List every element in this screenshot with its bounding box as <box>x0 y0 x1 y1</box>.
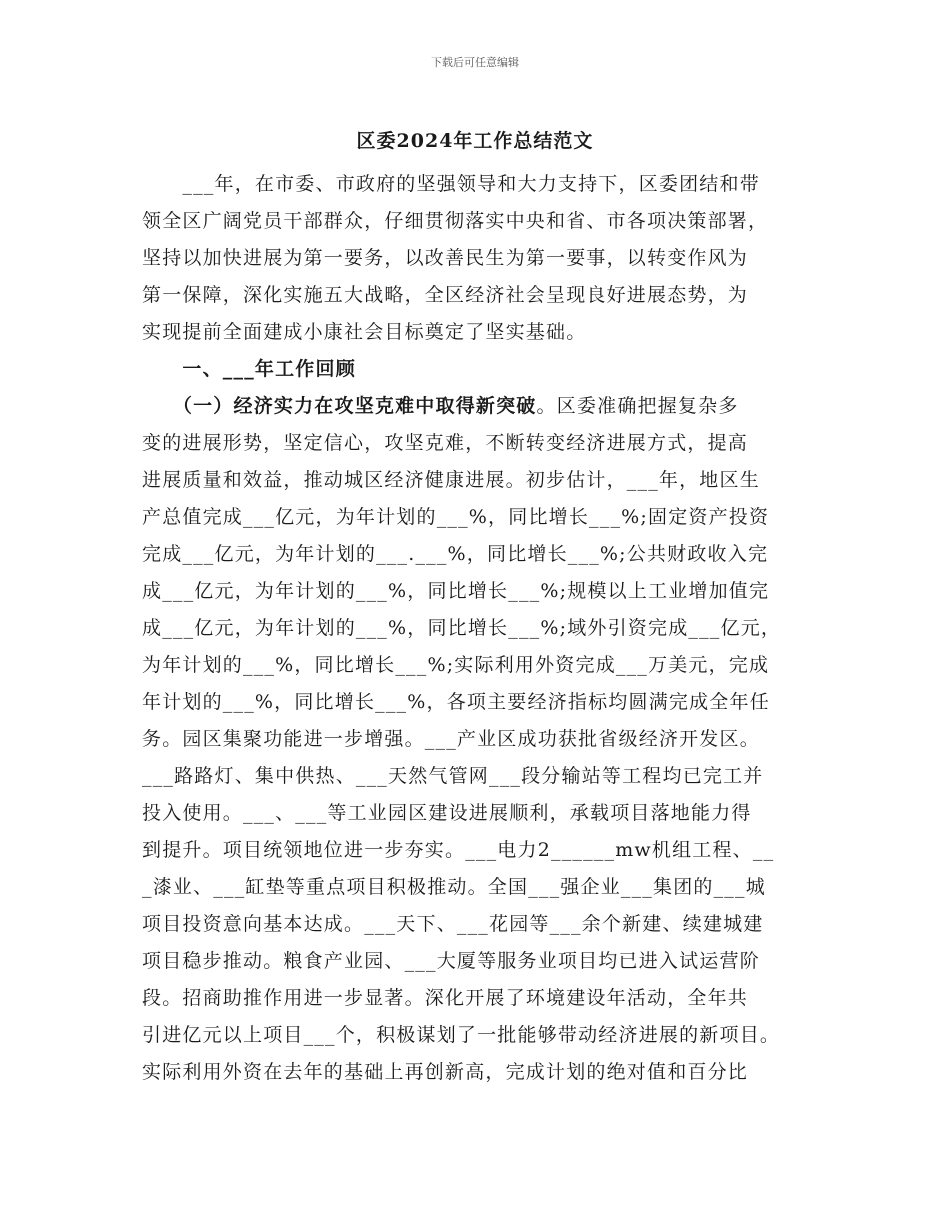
paragraph-line: 成___亿元，为年计划的___%，同比增长___%;域外引资完成___亿元， <box>142 617 782 639</box>
paragraph-line: 实现提前全面建成小康社会目标奠定了坚实基础。 <box>142 321 587 343</box>
paragraph-line: 坚持以加快进展为第一要务，以改善民生为第一要事，以转变作风为 <box>142 247 749 269</box>
section-heading: 一、___年工作回顾 <box>142 358 356 380</box>
paragraph-line: ___年，在市委、市政府的坚强领导和大力支持下，区委团结和带 <box>142 173 760 195</box>
paragraph-line: 年计划的___%，同比增长___%，各项主要经济指标均圆满完成全年任 <box>142 691 770 713</box>
paragraph-line: ___路路灯、集中供热、___天然气管网___段分输站等工程均已完工并 <box>142 765 764 787</box>
paragraph-line: 完成___亿元，为年计划的___.___%，同比增长___%;公共财政收入完 <box>142 543 769 565</box>
paragraph-line: 项目稳步推动。粮食产业园、___大厦等服务业项目均已进入试运营阶 <box>142 950 760 972</box>
paragraph-line: 实际利用外资在去年的基础上再创新高，完成计划的绝对值和百分比 <box>142 1061 749 1083</box>
paragraph-line: 进展质量和效益，推动城区经济健康进展。初步估计，___年，地区生 <box>142 469 760 491</box>
paragraph-line: 第一保障，深化实施五大战略，全区经济社会呈现良好进展态势，为 <box>142 284 749 306</box>
subsection-line <box>142 392 822 420</box>
paragraph-line: 段。招商助推作用进一步显著。深化开展了环境建设年活动，全年共 <box>142 987 749 1009</box>
page-header: 下载后可任意编辑 <box>431 56 519 69</box>
paragraph-line: 领全区广阔党员干部群众，仔细贯彻落实中央和省、市各项决策部署， <box>142 210 769 232</box>
paragraph-line: 务。园区集聚功能进一步增强。___产业区成功获批省级经济开发区。 <box>142 728 760 750</box>
paragraph-line: 变的进展形势，坚定信心，攻坚克难，不断转变经济进展方式，提高 <box>142 432 749 454</box>
paragraph-line: 产总值完成___亿元，为年计划的___%，同比增长___%;固定资产投资 <box>142 506 770 528</box>
paragraph-line: 项目投资意向基本达成。___天下、___花园等___余个新建、续建城建 <box>142 913 764 935</box>
paragraph-line: 到提升。项目统领地位进一步夯实。___电力2______mw机组工程、__ <box>142 839 775 861</box>
paragraph-line: 为年计划的___%，同比增长___%;实际利用外资完成___万美元，完成 <box>142 654 770 676</box>
paragraph-line: 引进亿元以上项目___个，积极谋划了一批能够带动经济进展的新项目。 <box>142 1024 781 1046</box>
paragraph-line: 投入使用。___、___等工业园区建设进展顺利，承载项目落地能力得 <box>142 802 752 824</box>
subsection-text: 。区委准确把握复杂多 <box>536 395 739 417</box>
subsection-heading: （一）经济实力在攻坚克难中取得新突破 <box>142 395 537 417</box>
paragraph-line: 成___亿元，为年计划的___%，同比增长___%;规模以上工业增加值完 <box>142 580 770 602</box>
paragraph-line: _漆业、___缸垫等重点项目积极推动。全国___强企业___集团的___城 <box>142 876 766 898</box>
document-title: 区委2024年工作总结范文 <box>356 130 594 152</box>
